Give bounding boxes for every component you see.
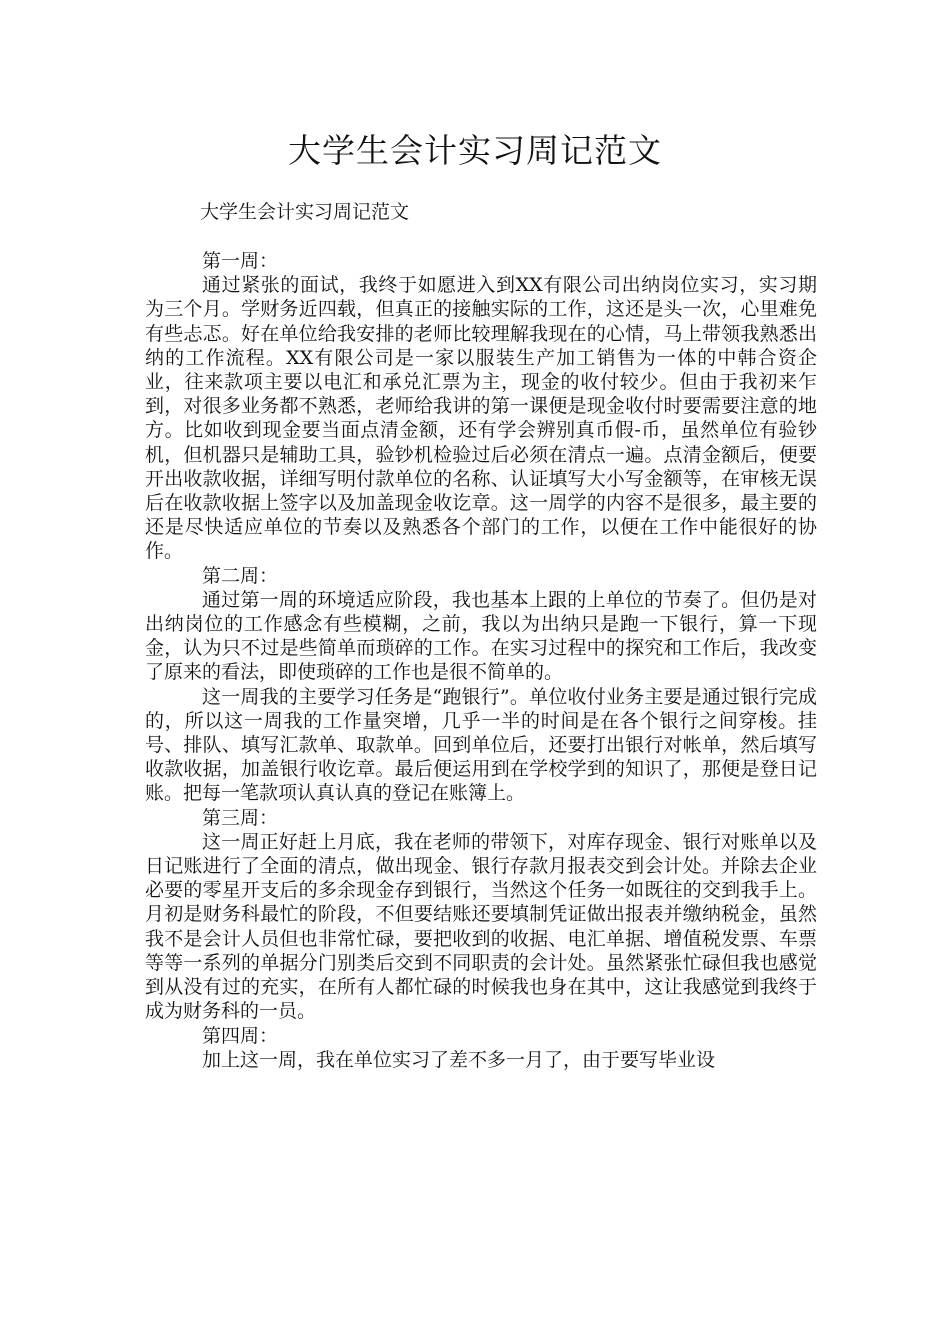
section-heading-week-2: 第二周：	[202, 564, 279, 587]
paragraph-week-2-b: 这一周我的主要学习任务是“跑银行”。单位收付业务主要是通过银行完成的，所以这一周我的工作量突增，几乎一半的时间是在各个银行之间穿梭。挂号、排队、填写汇款单、取款单。回到单位后，还要打出银行对帐单，然后填写收款收据，加盖银行收讫章。最后便运用到在学校学到的知识了，那便是登日记账。把每一笔款项认真认真的登记在账簿上。	[145, 685, 817, 805]
paragraph-week-1: 通过紧张的面试，我终于如愿进入到XX有限公司出纳岗位实习，实习期为三个月。学财务近四载，但真正的接触实际的工作，这还是头一次，心里难免有些忐忑。好在单位给我安排的老师比较理解我现在的心情，马上带领我熟悉出纳的工作流程。XX有限公司是一家以服装生产加工销售为一体的中韩合资企业，往来款项主要以电汇和承兑汇票为主，现金的收付较少。但由于我初来乍到，对很多业务都不熟悉，老师给我讲的第一课便是现金收付时要需要注意的地方。比如收到现金要当面点清金额，还有学会辨别真币假-币，虽然单位有验钞机，但机器只是辅助工具，验钞机检验过后必须在清点一遍。点清金额后，便要开出收款收据，详细写明付款单位的名称、认证填写大小写金额等，在审核无误后在收款收据上签字以及加盖现金收讫章。这一周学的内容不是很多，最主要的还是尽快适应单位的节奏以及熟悉各个部门的工作，以便在工作中能很好的协作。	[145, 274, 817, 563]
section-heading-week-4: 第四周：	[202, 1024, 279, 1047]
paragraph-week-2-a: 通过第一周的环境适应阶段，我也基本上跟的上单位的节奏了。但仍是对出纳岗位的工作感念有些模糊，之前，我以为出纳只是跑一下银行，算一下现金，认为只不过是些简单而琐碎的工作。在实习过程中的探究和工作后，我改变了原来的看法，即使琐碎的工作也是很不简单的。	[145, 588, 817, 684]
document-body	[145, 249, 817, 1072]
section-heading-week-3: 第三周：	[202, 806, 279, 829]
document-subtitle: 大学生会计实习周记范文	[200, 201, 410, 223]
paragraph-week-4: 加上这一周，我在单位实习了差不多一月了，由于要写毕业设	[202, 1048, 716, 1071]
section-heading-week-1: 第一周：	[202, 250, 279, 272]
paragraph-week-3: 这一周正好赶上月底，我在老师的带领下，对库存现金、银行对账单以及日记账进行了全面的清点，做出现金、银行存款月报表交到会计处。并除去企业必要的零星开支后的多余现金存到银行，当然这个任务一如既往的交到我手上。月初是财务科最忙的阶段，不但要结账还要填制凭证做出报表并缴纳税金，虽然我不是会计人员但也非常忙碌，要把收到的收据、电汇单据、增值税发票、车票等等一系列的单据分门别类后交到不同职责的会计处。虽然紧张忙碌但我也感觉到从没有过的充实，在所有人都忙碌的时候我也身在其中，这让我感觉到我终于成为财务科的一员。	[145, 830, 817, 1023]
document-title: 大学生会计实习周记范文	[288, 131, 662, 170]
